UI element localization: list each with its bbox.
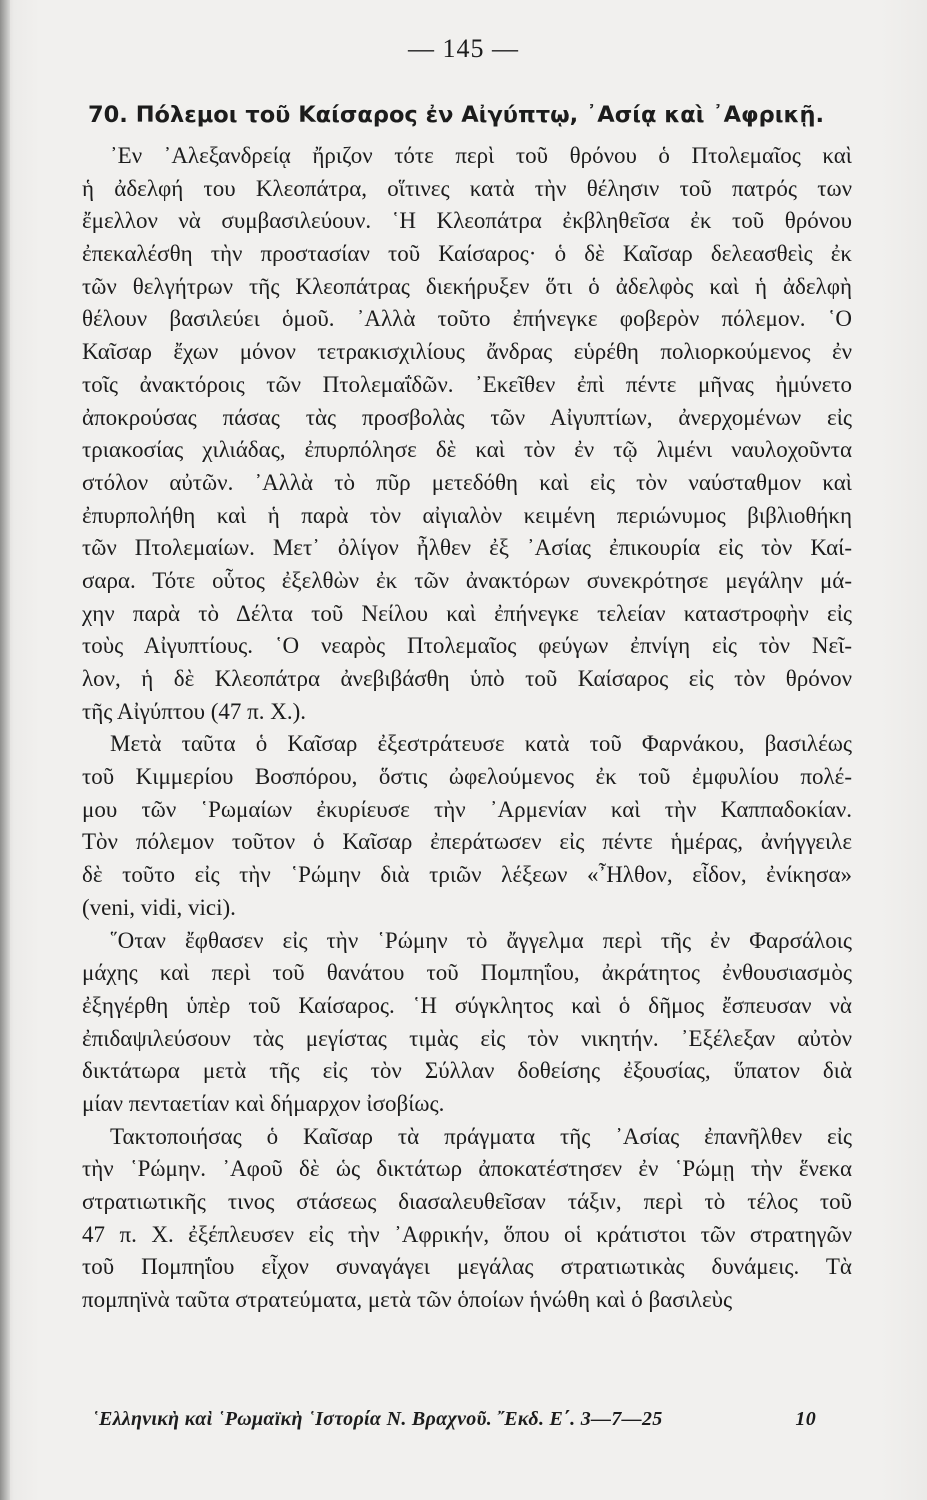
paragraph <box>82 140 852 728</box>
text-line: τῆς Αἰγύπτου (47 π. Χ.). <box>82 698 306 724</box>
text-line: τοὺς Αἰγυπτίους. ῾Ο νεαρὸς Πτολεμαῖος φεύγων ἐπνίγη εἰς τὸν Νεῖ- <box>82 633 852 659</box>
footer-sheet-number: 10 <box>795 1408 816 1430</box>
paragraphs-container <box>82 140 852 1317</box>
text-line: ἐξηγέρθη ὑπὲρ τοῦ Καίσαρος. ῾Η σύγκλητος καὶ ὁ δῆμος ἔσπευσαν νὰ <box>82 992 852 1018</box>
text-line: Τακτοποιήσας ὁ Καῖσαρ τὰ πράγματα τῆς ᾿Ασίας ἐπανῆλθεν εἰς <box>110 1123 852 1149</box>
footer-signature: ῾Ελληνικὴ καὶ ῾Ρωμαϊκὴ ῾Ιστορία Ν. Βραχνοῦ. ῎Εκδ. Ε΄. 3—7—25 <box>92 1408 663 1430</box>
text-line: δὲ τοῦτο εἰς τὴν ῾Ρώμην διὰ τριῶν λέξεων «῏Ηλθον, εἶδον, ἐνίκησα» <box>82 862 852 888</box>
text-line: ᾿Εν ᾿Αλεξανδρείᾳ ἤριζον τότε περὶ τοῦ θρόνου ὁ Πτολεμαῖος καὶ <box>110 143 852 168</box>
text-line: χην παρὰ τὸ Δέλτα τοῦ Νείλου καὶ ἐπήνεγκε τελείαν καταστροφὴν εἰς <box>82 600 852 626</box>
text-line: Καῖσαρ ἔχων μόνον τετρακισχιλίους ἄνδρας εὑρέθη πολιορκούμενος ἐν <box>82 339 852 365</box>
text-line: λον, ἡ δὲ Κλεοπάτρα ἀνεβιβάσθη ὑπὸ τοῦ Καίσαρος εἰς τὸν θρόνον <box>82 666 852 691</box>
text-line: ἐπυρπολήθη καὶ ἡ παρὰ τὸν αἰγιαλὸν κειμένη περιώνυμος βιβλιοθήκη <box>82 502 852 528</box>
page-number: — 145 — <box>408 34 519 63</box>
text-line: τῶν Πτολεμαίων. Μετ᾿ ὀλίγον ἦλθεν ἐξ ᾿Ασίας ἐπικουρία εἰς τὸν Καί- <box>82 535 852 561</box>
page-body <box>82 96 852 1317</box>
text-line: ἔμελλον νὰ συμβασιλεύουν. ῾Η Κλεοπάτρα ἐκβληθεῖσα ἐκ τοῦ θρόνου <box>82 208 852 234</box>
text-line: ἐπιδαψιλεύσουν τὰς μεγίστας τιμὰς εἰς τὸν νικητήν. ᾿Εξέλεξαν αὐτὸν <box>82 1025 852 1051</box>
text-line: μου τῶν ῾Ρωμαίων ἐκυρίευσε τὴν ᾿Αρμενίαν καὶ τὴν Καππαδοκίαν. <box>82 796 852 822</box>
text-line: σαρα. Τότε οὗτος ἐξελθὼν ἐκ τῶν ἀνακτόρων συνεκρότησε μεγάλην μά- <box>82 567 852 593</box>
text-line: 47 π. Χ. ἐξέπλευσεν εἰς τὴν ᾿Αφρικήν, ὅπου οἱ κράτιστοι τῶν στρατηγῶν <box>82 1221 852 1247</box>
text-line: ῞Οταν ἔφθασεν εἰς τὴν ῾Ρώμην τὸ ἄγγελμα περὶ τῆς ἐν Φαρσάλοις <box>110 927 852 953</box>
paragraph <box>82 728 852 924</box>
book-spine-shadow <box>0 0 10 1500</box>
text-line: τοῦ Πομπηΐου εἶχον συναγάγει μεγάλας στρατιωτικὰς δυνάμεις. Τὰ <box>82 1254 852 1280</box>
text-line: Μετὰ ταῦτα ὁ Καῖσαρ ἐξεστράτευσε κατὰ τοῦ Φαρνάκου, βασιλέως <box>110 731 852 757</box>
text-line: μάχης καὶ περὶ τοῦ θανάτου τοῦ Πομπηΐου, ἀκράτητος ἐνθουσιασμὸς <box>82 960 852 986</box>
text-line: στόλον αὐτῶν. ᾿Αλλὰ τὸ πῦρ μετεδόθη καὶ εἰς τὸν ναύσταθμον καὶ <box>82 469 852 495</box>
text-line: τὴν ῾Ρώμην. ᾿Αφοῦ δὲ ὡς δικτάτωρ ἀποκατέστησεν ἐν ῾Ρώμῃ τὴν ἕνεκα <box>82 1156 852 1182</box>
page-footer <box>92 1408 852 1431</box>
paragraph <box>82 1121 852 1317</box>
text-line: τοῖς ἀνακτόροις τῶν Πτολεμαΐδῶν. ᾿Εκεῖθεν ἐπὶ πέντε μῆνας ἠμύνετο <box>82 371 852 397</box>
paragraph <box>82 925 852 1121</box>
text-line: τῶν θελγήτρων τῆς Κλεοπάτρας διεκήρυξεν ὅτι ὁ ἀδελφὸς καὶ ἡ ἀδελφὴ <box>82 273 852 299</box>
text-line: θέλουν βασιλεύει ὁμοῦ. ᾿Αλλὰ τοῦτο ἐπήνεγκε φοβερὸν πόλεμον. ῾Ο <box>82 306 852 332</box>
text-line: (veni, vidi, vici). <box>82 894 236 920</box>
text-line: Τὸν πόλεμον τοῦτον ὁ Καῖσαρ ἐπεράτωσεν εἰς πέντε ἡμέρας, ἀνήγγειλε <box>82 829 852 855</box>
text-line: πομπηϊνὰ ταῦτα στρατεύματα, μετὰ τῶν ὁποίων ἡνώθη καὶ ὁ βασιλεὺς <box>82 1287 733 1313</box>
text-line: στρατιωτικῆς τινος στάσεως διασαλευθεῖσαν τάξιν, περὶ τὸ τέλος τοῦ <box>82 1189 852 1214</box>
text-line: δικτάτωρα μετὰ τῆς εἰς τὸν Σύλλαν δοθείσης ἐξουσίας, ὕπατον διὰ <box>82 1058 852 1084</box>
section-heading: 70. Πόλεμοι τοῦ Καίσαρος ἐν Αἰγύπτῳ, ᾿Ασίᾳ καὶ ᾿Αφρικῇ. <box>88 102 825 128</box>
text-line: τριακοσίας χιλιάδας, ἐπυρπόλησε δὲ καὶ τὸν ἐν τῷ λιμένι ναυλοχοῦντα <box>82 437 852 463</box>
text-line: τοῦ Κιμμερίου Βοσπόρου, ὅστις ὠφελούμενος ἐκ τοῦ ἐμφυλίου πολέ- <box>82 764 852 790</box>
text-line: ἡ ἀδελφή του Κλεοπάτρα, οἵτινες κατὰ τὴν θέλησιν τοῦ πατρός των <box>82 175 852 201</box>
text-line: ἐπεκαλέσθη τὴν προστασίαν τοῦ Καίσαρος· ὁ δὲ Καῖσαρ δελεασθεὶς ἐκ <box>82 241 852 267</box>
text-line: μίαν πενταετίαν καὶ δήμαρχον ἰσοβίως. <box>82 1090 445 1116</box>
text-line: ἀποκρούσας πάσας τὰς προσβολὰς τῶν Αἰγυπτίων, ἀνερχομένων εἰς <box>82 404 852 430</box>
